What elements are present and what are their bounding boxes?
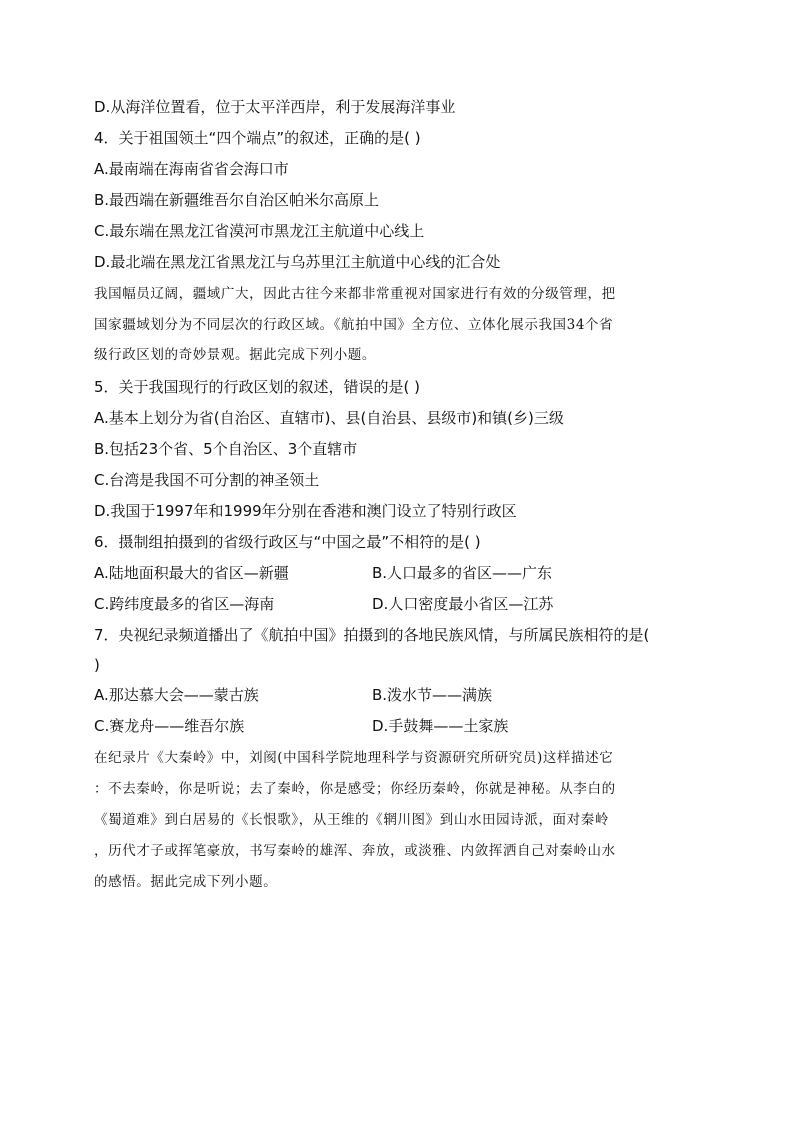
passage2-line3: 《蜀道难》到白居易的《长恨歌》，从王维的《辋川图》到山水田园诗派，面对秦岭 (94, 812, 609, 828)
q5-option-c: C.台湾是我国不可分割的神圣领土 (94, 471, 320, 489)
q4-option-b: B.最西端在新疆维吾尔自治区帕米尔高原上 (94, 191, 380, 209)
q6-option-a: A.陆地面积最大的省区—新疆 (94, 564, 289, 582)
q3-option-d: D.从海洋位置看，位于太平洋西岸，利于发展海洋事业 (94, 98, 456, 116)
q4-option-a: A.最南端在海南省省会海口市 (94, 160, 289, 178)
q4-option-c: C.最东端在黑龙江省漠河市黑龙江主航道中心线上 (94, 222, 425, 240)
passage2-line4: ，历代才子或挥笔豪放，书写秦岭的雄浑、奔放，或淡雅、内敛挥洒自己对秦岭山水 (94, 843, 616, 859)
passage2-line1: 在纪录片《大秦岭》中，刘阂(中国科学院地理科学与资源研究所研究员)这样描述它 (94, 750, 614, 766)
q6-stem: 6．摄制组拍摄到的省级行政区与“中国之最”不相符的是( ) (94, 533, 481, 551)
q6-option-b: B.人口最多的省区——广东 (372, 564, 553, 582)
passage2-line5: 的感悟。据此完成下列小题。 (94, 874, 278, 890)
q5-stem: 5．关于我国现行的行政区划的叙述，错误的是( ) (94, 378, 421, 396)
q4-option-d: D.最北端在黑龙江省黑龙江与乌苏里江主航道中心线的汇合处 (94, 253, 501, 271)
q5-option-d: D.我国于1997年和1999年分别在香港和澳门设立了特别行政区 (94, 502, 517, 520)
passage1-line1: 我国幅员辽阔，疆域广大，因此古往今来都非常重视对国家进行有效的分级管理，把 (94, 286, 616, 302)
q5-option-a: A.基本上划分为省(自治区、直辖市)、县(自治县、县级市)和镇(乡)三级 (94, 409, 564, 427)
q5-option-b: B.包括23个省、5个自治区、3个直辖市 (94, 440, 358, 458)
q4-stem: 4．关于祖国领土“四个端点”的叙述，正确的是( ) (94, 129, 421, 147)
passage1-line2: 国家疆域划分为不同层次的行政区域。《航拍中国》全方位、立体化展示我国34个省 (94, 317, 614, 333)
q6-option-c: C.跨纬度最多的省区—海南 (94, 595, 275, 613)
q7-options-row1 (94, 685, 714, 705)
q7-option-a: A.那达慕大会——蒙古族 (94, 686, 259, 704)
q7-options-row2 (94, 716, 714, 736)
q7-option-b: B.泼水节——满族 (372, 686, 493, 704)
q6-options-row1 (94, 563, 714, 583)
q6-options-row2 (94, 594, 714, 614)
q7-stem-cont: ) (94, 656, 100, 674)
q6-option-d: D.人口密度最小省区—江苏 (372, 595, 554, 613)
passage1-line3: 级行政区划的奇妙景观。据此完成下列小题。 (94, 347, 376, 363)
q7-option-d: D.手鼓舞——土家族 (372, 717, 509, 735)
passage2-line2: ：不去秦岭，你是听说；去了秦岭，你是感受；你经历秦岭，你就是神秘。从李白的 (94, 781, 616, 797)
q7-option-c: C.赛龙舟——维吾尔族 (94, 717, 245, 735)
q7-stem: 7．央视纪录频道播出了《航拍中国》拍摄到的各地民族风情，与所属民族相符的是( (94, 626, 650, 644)
